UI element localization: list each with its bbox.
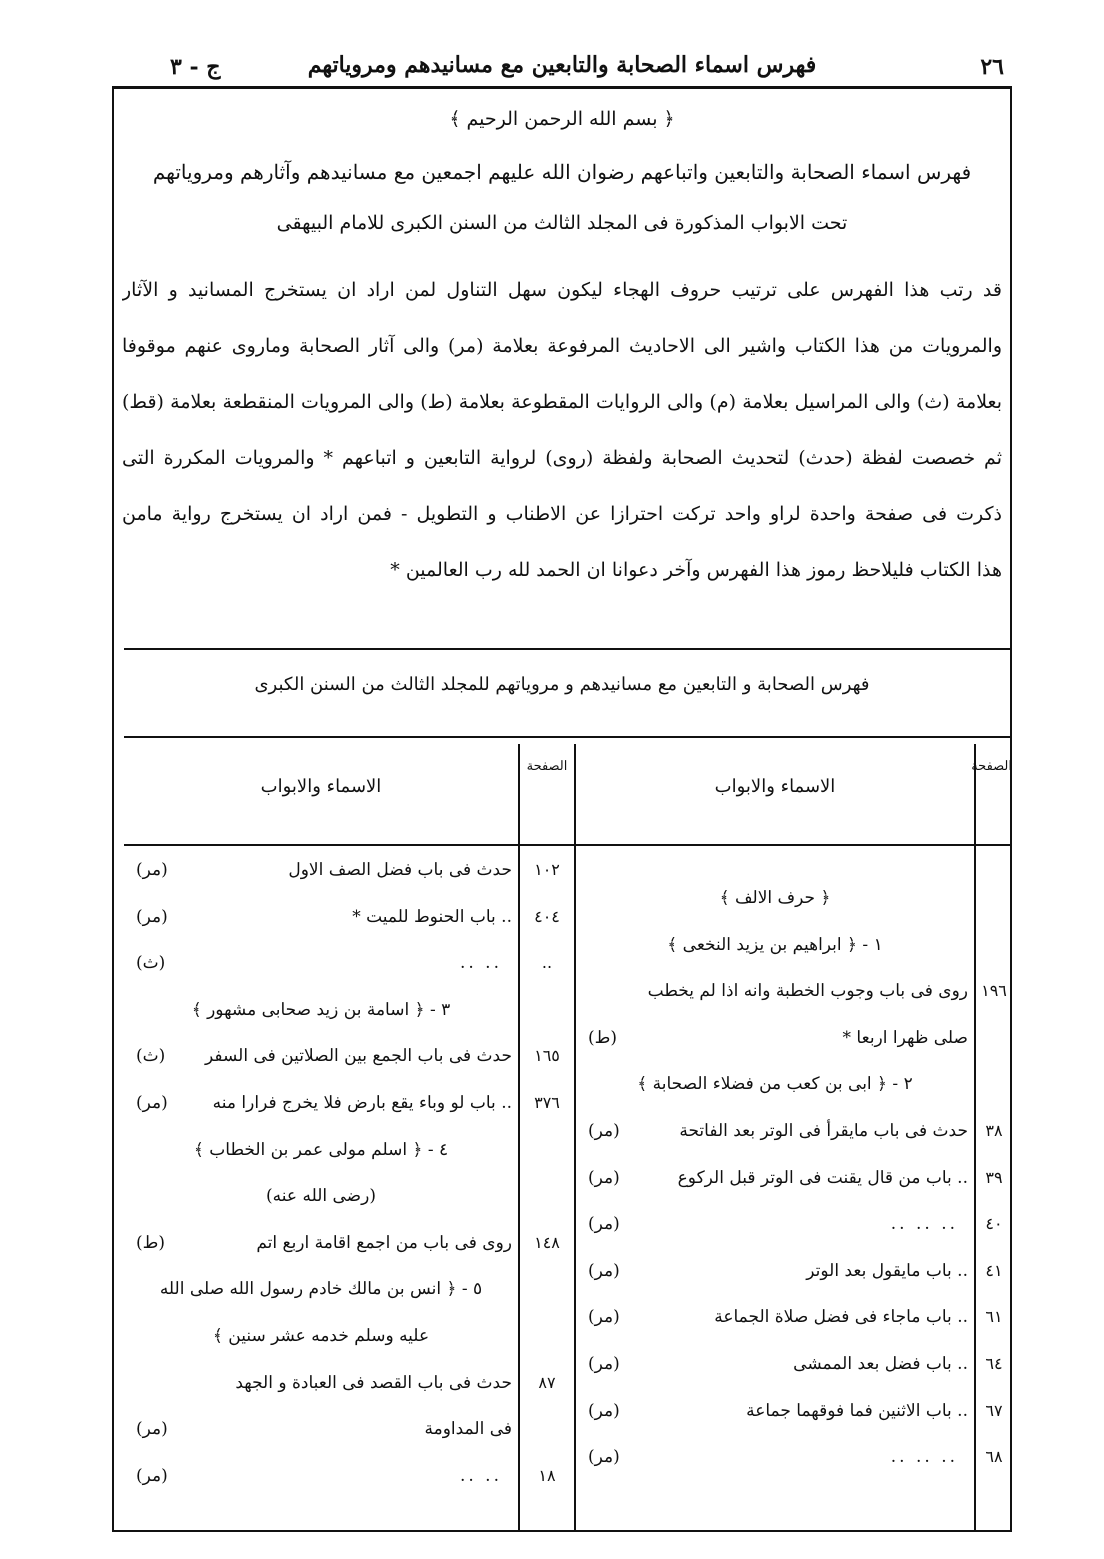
- page-ref: ١٩٦: [981, 981, 1007, 1001]
- person-name: ٤ - ﴿ اسلم مولى عمر بن الخطاب ﴾: [193, 1139, 449, 1160]
- table-row: [130, 1361, 556, 1405]
- chapter-entry: .. باب ماجاء فى فضل صلاة الجماعة: [714, 1307, 968, 1328]
- chapter-entry: حدث فى باب فضل الصف الاول: [288, 860, 512, 880]
- intro-line: هذا الكتاب فليلاحظ رموز هذا الفهرس وآخر دعوانا ان الحمد لله رب العالمين *: [390, 559, 1002, 581]
- person-name: ١ - ﴿ ابراهيم بن يزيد النخعى ﴾: [667, 934, 883, 955]
- index-table: [124, 744, 1012, 1532]
- table-row: [130, 1174, 512, 1218]
- chapter-entry: .. باب مايقول بعد الوتر: [806, 1260, 968, 1281]
- page-ref: ٤١: [985, 1260, 1003, 1280]
- table-title: فهرس الصحابة و التابعين مع مسانيدهم و مروياتهم للمجلد الثالث من السنن الكبرى: [254, 674, 870, 695]
- col-header-page: الصفحة: [971, 759, 1012, 774]
- table-row: [130, 1314, 512, 1358]
- table-row: [130, 1128, 512, 1172]
- table-row: [130, 1034, 560, 1078]
- table-row: [582, 969, 1007, 1013]
- narration-mark: (ط): [588, 1027, 617, 1048]
- volume-label: ج - ٣: [170, 54, 221, 80]
- narration-mark: (مر): [136, 1419, 168, 1440]
- chapter-entry: .. باب الحنوط للميت *: [352, 906, 512, 927]
- ditto-marks: .. ..: [459, 1465, 502, 1486]
- intro-line: ذكرت فى صفحة واحدة لراو واحد تركت احترازا عن الاطناب و التطويل - فمن اراد ان يستخرج رواية مامن: [122, 503, 1002, 525]
- table-row: [130, 988, 512, 1032]
- page-ref: ١٠٢: [534, 860, 560, 879]
- page-ref: ١٦٥: [534, 1046, 560, 1066]
- intro-line: بعلامة (ث) والى المراسيل بعلامة (م) والى الروايات المقطوعة بعلامة (ط) والى المرويات المنقطعة بعلامة (قط): [122, 391, 1002, 413]
- intro-line: والمرويات من هذا الكتاب واشير الى الاحاديث المرفوعة بعلامة (مر) والى آثار الصحابة وماروى عنهم موقوفا: [122, 335, 1002, 357]
- ditto-marks: .. .. ..: [890, 1447, 958, 1468]
- narration-mark: (ث): [136, 953, 166, 974]
- intro-line: ثم خصصت لفظة (حدث) لتحديث الصحابة ولفظة (روى) لرواية التابعين و اتباعهم * والمرويات المكررة التى: [122, 447, 1002, 469]
- ditto-marks: .. ..: [459, 953, 502, 974]
- table-row: [582, 1109, 1003, 1153]
- index-title: فهرس اسماء الصحابة والتابعين واتباعهم رضوان الله عليهم اجمعين مع مسانيدهم وآثارهم ومروياتهم: [152, 160, 972, 184]
- col-header-page: الصفحة: [526, 759, 568, 774]
- running-header: [112, 50, 1012, 88]
- page-ref: ٤٠: [985, 1214, 1003, 1234]
- page-ref: ٤٠٤: [534, 906, 560, 926]
- table-row: [130, 1407, 512, 1451]
- table-row: [582, 1435, 1003, 1479]
- page-ref: ٣٨: [985, 1121, 1003, 1140]
- running-title: فهرس اسماء الصحابة والتابعين مع مسانيدهم ومروياتهم: [307, 52, 817, 78]
- table-row: [582, 923, 968, 967]
- page-ref: ٦٨: [985, 1447, 1003, 1467]
- chapter-entry: .. باب فضل بعد الممشى: [793, 1354, 968, 1374]
- page-ref: ٨٧: [538, 1372, 556, 1392]
- table-row: [130, 848, 560, 892]
- table-row: [130, 941, 553, 985]
- page-ref: ١٨: [538, 1465, 556, 1485]
- table-row: [130, 1081, 560, 1125]
- chapter-entry: حدث فى باب القصد فى العبادة و الجهد: [235, 1372, 512, 1393]
- section-divider: [124, 648, 1012, 650]
- narration-mark: (مر): [588, 1214, 620, 1235]
- page-ref: ٣٧٦: [534, 1093, 560, 1112]
- letter-heading: ﴿ حرف الالف ﴾: [719, 888, 831, 908]
- narration-mark: (مر): [588, 1167, 620, 1188]
- narration-mark: (مر): [588, 1354, 620, 1374]
- person-name: عليه وسلم خدمه عشر سنين ﴾: [212, 1326, 430, 1346]
- chapter-entry: روى فى باب من اجمع اقامة اربع اتم: [256, 1232, 512, 1253]
- page-ref: ٦٤: [985, 1354, 1003, 1373]
- table-row: [582, 1249, 1003, 1293]
- table-row: [130, 1267, 512, 1311]
- chapter-entry: روى فى باب وجوب الخطبة وانه اذا لم يخطب: [647, 981, 968, 1002]
- ditto-marks: .. .. ..: [890, 1214, 958, 1235]
- table-row: [582, 1202, 1003, 1246]
- person-name: ٥ - ﴿ انس بن مالك خادم رسول الله صلى الله: [159, 1279, 483, 1300]
- table-row: [582, 1389, 1003, 1433]
- table-top-rule: [124, 736, 1012, 738]
- table-row: [130, 1221, 560, 1265]
- narration-mark: (مر): [588, 1307, 620, 1328]
- narration-mark: (مر): [588, 1447, 620, 1468]
- person-name: ٢ - ﴿ ابى بن كعب من فضلاء الصحابة ﴾: [637, 1074, 913, 1095]
- table-header-rule: [124, 844, 1012, 846]
- chapter-entry: حدث فى باب مايقرأ فى الوتر بعد الفاتحة: [679, 1121, 968, 1141]
- table-row: [130, 1454, 556, 1498]
- narration-mark: (مر): [136, 906, 168, 927]
- page-ref: ٦١: [985, 1307, 1003, 1327]
- chapter-entry: صلى ظهرا اربعا *: [842, 1027, 968, 1048]
- person-name: ٣ - ﴿ اسامة بن زيد صحابى مشهور ﴾: [191, 999, 451, 1020]
- narration-mark: (مر): [588, 1260, 620, 1281]
- person-name: (رضى الله عنه): [266, 1186, 376, 1207]
- chapter-entry: .. باب لو وباء يقع بارض فلا يخرج فرارا منه: [212, 1093, 512, 1113]
- table-row: [582, 1062, 968, 1106]
- page-ref: ١٤٨: [534, 1232, 560, 1252]
- narration-mark: (ط): [136, 1232, 165, 1253]
- narration-mark: (ث): [136, 1046, 166, 1067]
- table-row: [582, 1016, 968, 1060]
- page-number: ٢٦: [980, 54, 1004, 80]
- chapter-entry: حدث فى باب الجمع بين الصلاتين فى السفر: [205, 1046, 512, 1067]
- table-row: [582, 1295, 1003, 1339]
- table-row: [582, 1156, 1003, 1200]
- col-header-names: الاسماء والابواب: [260, 776, 382, 797]
- intro-paragraph: [122, 262, 1002, 598]
- narration-mark: (مر): [136, 1093, 168, 1113]
- intro-line: قد رتب هذا الفهرس على ترتيب حروف الهجاء ليكون سهل التناول لمن اراد ان يستخرج المسانيد و الآثار: [122, 279, 1002, 301]
- page-ref: ٣٩: [985, 1167, 1003, 1187]
- narration-mark: (مر): [136, 860, 168, 880]
- narration-mark: (مر): [588, 1121, 620, 1141]
- chapter-entry: .. باب الاثنين فما فوقهما جماعة: [746, 1400, 968, 1421]
- col-header-names: الاسماء والابواب: [714, 776, 836, 797]
- table-row: [582, 1342, 1003, 1386]
- index-subtitle: تحت الابواب المذكورة فى المجلد الثالث من السنن الكبرى للامام البيهقى: [276, 212, 848, 234]
- chapter-entry: .. باب من قال يقنت فى الوتر قبل الركوع: [677, 1167, 968, 1188]
- column-divider: [574, 744, 576, 1532]
- table-row: [130, 895, 560, 939]
- page-ref: ٦٧: [985, 1400, 1003, 1420]
- chapter-entry: فى المداومة: [424, 1419, 512, 1440]
- table-row: [582, 876, 968, 920]
- basmala: ﴿ بسم الله الرحمن الرحيم ﴾: [449, 108, 675, 130]
- page-ref: ..: [541, 953, 553, 973]
- narration-mark: (مر): [588, 1400, 620, 1421]
- narration-mark: (مر): [136, 1465, 168, 1486]
